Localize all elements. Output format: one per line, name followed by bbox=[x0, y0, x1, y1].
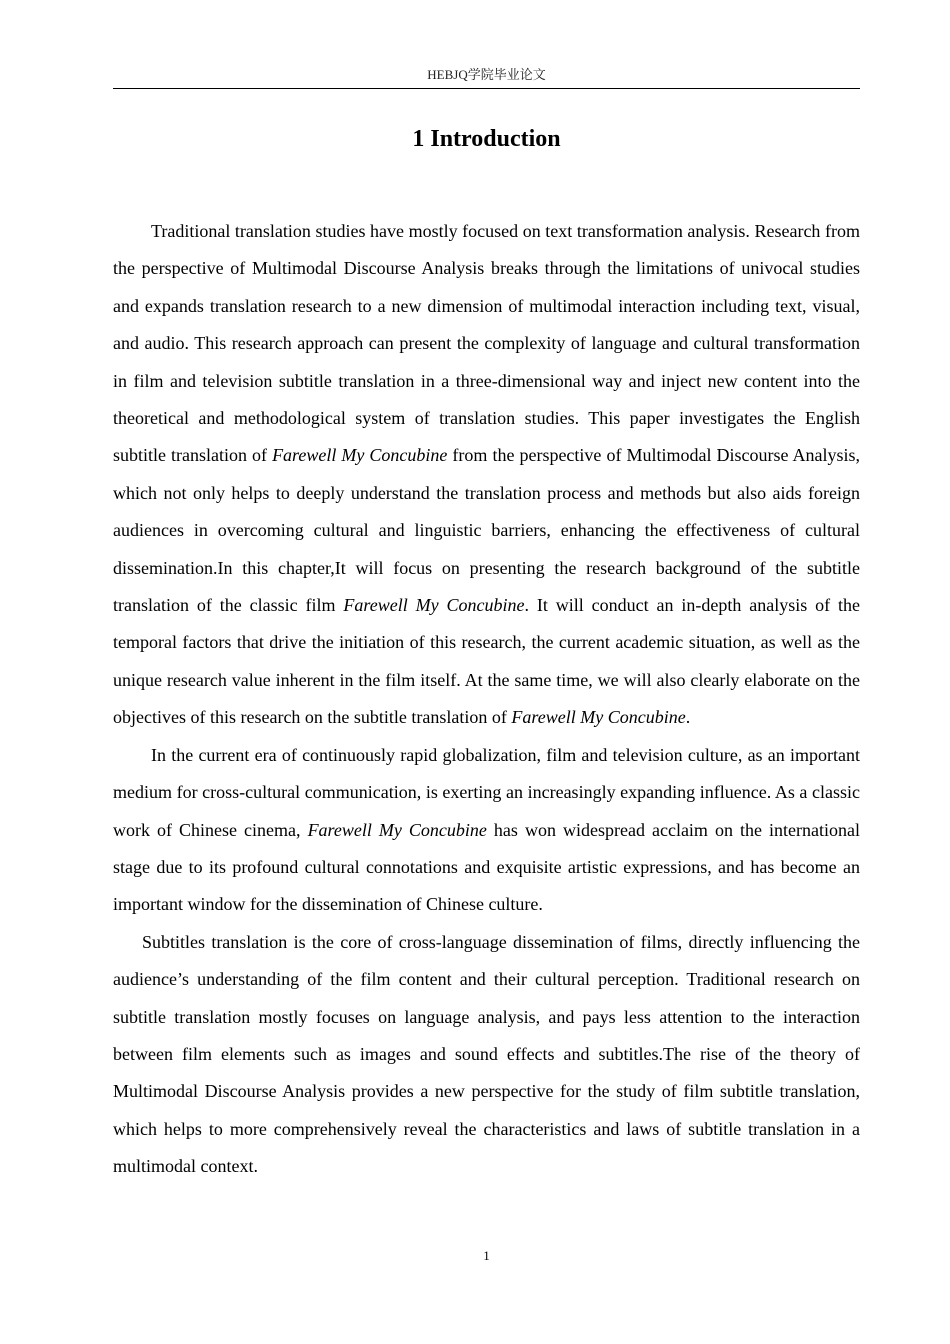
paragraph-2-text-1: In the current era of continuously rapid globalization, film and television culture, as an important medium for cross-cultural communication, is exerting an increasingly expanding influence. As a classic work of Chinese cinema, bbox=[113, 744, 860, 840]
chapter-title: 1 Introduction bbox=[412, 126, 561, 152]
film-title-italic: Farewell My Concubine bbox=[511, 707, 686, 728]
film-title-italic: Farewell My Concubine bbox=[272, 445, 448, 466]
paragraph-1-text-4: . bbox=[685, 707, 691, 728]
film-title-italic: Farewell My Concubine bbox=[307, 819, 487, 840]
running-header: HEBJQ学院毕业论文 bbox=[427, 67, 546, 82]
paragraph-1-text-2: from the perspective of Multimodal Discourse Analysis, which not only helps to deeply understand the translation process and methods but also aids foreign audiences in overcoming cultural and linguistic barriers, enhancing the effectiveness of cultural dissemination.In this chapter,It will focus on presenting the research background of the subtitle translation of the classic film bbox=[113, 445, 860, 616]
paragraph-1-text-1: Traditional translation studies have mostly focused on text transformation analysis. Research from the perspective of Multimodal Discourse Analysis breaks through the limitations of univocal studies and expands translation research to a new dimension of multimodal interaction including text, visual, and audio. This research approach can present the complexity of language and cultural transformation in film and television subtitle translation in a three-dimensional way and inject new content into the theoretical and methodological system of translation studies. This paper investigates the English subtitle translation of bbox=[113, 221, 860, 466]
film-title-italic: Farewell My Concubine bbox=[343, 595, 525, 616]
paragraph-2-text-2: has won widespread acclaim on the international stage due to its profound cultural connotations and exquisite artistic expressions, and has become an important window for the dissemination of Chinese culture. bbox=[113, 819, 860, 915]
header-divider bbox=[113, 88, 860, 89]
page-number: 1 bbox=[483, 1248, 490, 1263]
paragraph-3-text-1: Subtitles translation is the core of cross-language dissemination of films, directly influencing the audience’s understanding of the film content and their cultural perception. Traditional research on subtitle translation mostly focuses on language analysis, and pays less attention to the interaction between film elements such as images and sound effects and subtitles.The rise of the theory of Multimodal Discourse Analysis provides a new perspective for the study of film subtitle translation, which helps to more comprehensively reveal the characteristics and laws of subtitle translation in a multimodal context. bbox=[113, 931, 860, 1177]
paragraph-1 bbox=[113, 213, 860, 737]
body-text bbox=[113, 213, 860, 1186]
paragraph-2 bbox=[113, 737, 860, 924]
paragraph-3 bbox=[113, 924, 860, 1186]
paragraph-1-text-3: . It will conduct an in-depth analysis of the temporal factors that drive the initiation of this research, the current academic situation, as well as the unique research value inherent in the film itself. At the same time, we will also clearly elaborate on the objectives of this research on the subtitle translation of bbox=[113, 595, 860, 728]
